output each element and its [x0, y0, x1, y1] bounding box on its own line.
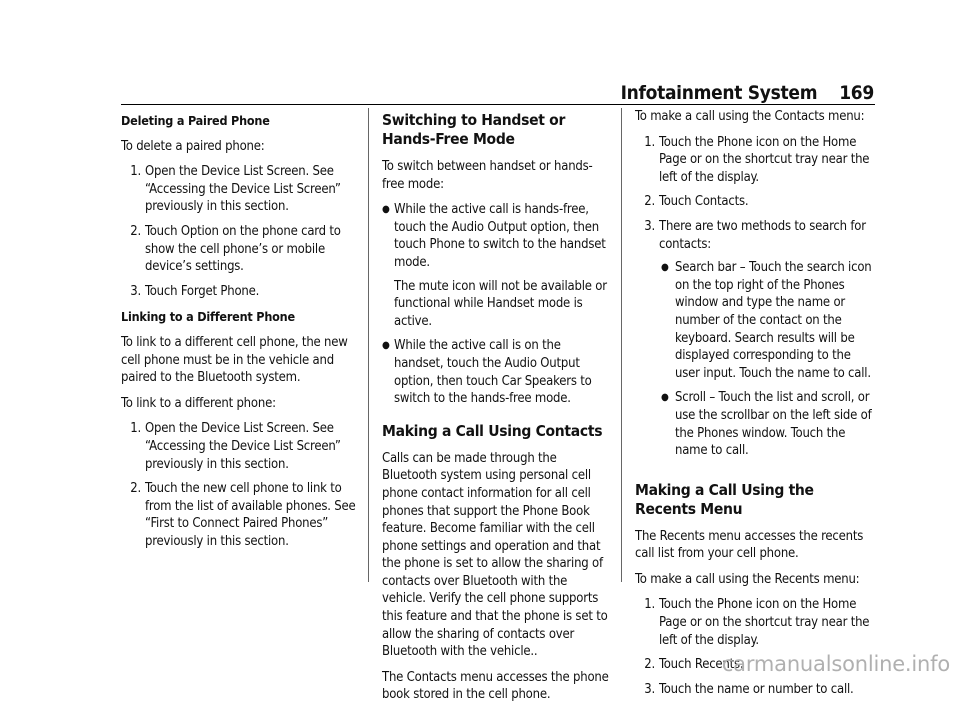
step-item: 1. Open the Device List Screen. See “Accessing the Device List Screen” previously in this section.: [130, 164, 341, 215]
column-left: [121, 112, 357, 558]
bullet-icon: ●: [661, 262, 669, 274]
bullet-icon: ●: [382, 340, 390, 352]
linking-paragraph: To link to a different cell phone, the new cell phone must be in the vehicle and paired to the Bluetooth system.: [121, 334, 348, 386]
linking-heading: Linking to a Different Phone: [121, 309, 295, 325]
column-right: [635, 108, 875, 706]
page-number: 169: [839, 82, 874, 104]
step-item: 3. Touch the name or number to call.: [644, 681, 854, 697]
contacts-steps: [635, 134, 875, 467]
contacts-intro: To make a call using the Contacts menu:: [635, 109, 865, 124]
switching-bullets: [382, 201, 612, 408]
switching-intro: To switch between handset or hands-free mode:: [382, 159, 593, 192]
recents-paragraph: The Recents menu accesses the recents call list from your cell phone.: [635, 528, 864, 562]
step-item: 2. Touch Option on the phone card to show the cell phone’s or mobile device’s settings.: [130, 223, 341, 275]
column-divider: [621, 108, 622, 582]
step-item: 2. Touch Contacts.: [644, 194, 749, 210]
contacts-paragraph: Calls can be made through the Bluetooth system using personal cell phone contact information for all cell phones that support the Phone Book feature. Become familiar with the cell phone settings and operation and that the phone is set to allow the sharing of contacts over Bluetooth with the vehicle. Verify the cell phone supports this feature and that the phone is set to allow the sharing of contacts over Bluetooth with the vehicle..: [382, 450, 608, 660]
bullet-item: ● Search bar – Touch the search icon on the top right of the Phones window and type the name or number of the contact on the keyboard. Search results will be displayed corresponding to the user input. Touch the name to call.: [661, 260, 872, 381]
bullet-icon: ●: [382, 204, 390, 216]
linking-intro: To link to a different phone:: [121, 395, 276, 411]
bullet-item: ● While the active call is on the handset, touch the Audio Output option, then touch Car Speakers to switch to the hands-free mode.: [382, 338, 592, 407]
switching-title: Switching to Handset or Hands-Free Mode: [382, 111, 566, 148]
bullet-item: ● While the active call is hands-free, touch the Audio Output option, then touch Phone to switch to the handset mode. The mute icon will not be available or functional while Handset mode is active.: [382, 201, 612, 330]
header-rule: [121, 104, 875, 105]
search-methods: [659, 259, 875, 460]
bullet-item: ● Scroll – Touch the list and scroll, or use the scrollbar on the left side of the Phones window. Touch the name to call.: [661, 390, 872, 459]
column-divider: [368, 108, 369, 582]
recents-intro: To make a call using the Recents menu:: [635, 571, 860, 587]
running-head: [621, 82, 874, 104]
step-item: 1. Touch the Phone icon on the Home Page or on the shortcut tray near the left of the display.: [644, 134, 870, 185]
contacts-menu-paragraph: The Contacts menu accesses the phone book stored in the cell phone.: [382, 669, 609, 703]
recents-title: Making a Call Using the Recents Menu: [635, 480, 814, 518]
step-item: 3. Touch Forget Phone.: [130, 283, 260, 299]
column-middle: [382, 111, 612, 712]
step-item: 2. Touch Recents.: [644, 657, 744, 673]
contacts-title: Making a Call Using Contacts: [382, 421, 603, 440]
step-item: 1. Touch the Phone icon on the Home Page or on the shortcut tray near the left of the display.: [644, 597, 870, 648]
linking-steps: [121, 420, 357, 550]
step-item: 2. Touch the new cell phone to link to from the list of available phones. See “First to Connect Paired Phones” previously in this section.: [130, 481, 356, 549]
watermark: carmanualsonline.info: [721, 652, 950, 676]
section-name: Infotainment System: [620, 82, 818, 104]
step-item: 3. There are two methods to search for contacts: ● Search bar – Touch the search icon on the top right of the Phones window and type the name or number of the contact on the keyboard. Search results will be displayed corresponding to the user input. Touch the name to call. ● Scroll – Touch the list and scroll, or use the scrollbar on the left side of the Phones window. Touch the name to call.: [635, 218, 875, 467]
step-item: 1. Open the Device List Screen. See “Accessing the Device List Screen” previously in this section.: [130, 421, 341, 472]
bullet-icon: ●: [661, 392, 669, 404]
deleting-intro: To delete a paired phone:: [121, 138, 265, 154]
deleting-heading: Deleting a Paired Phone: [121, 113, 270, 128]
deleting-steps: [121, 163, 357, 300]
bullet-note: The mute icon will not be available or functional while Handset mode is active.: [394, 278, 607, 329]
recents-steps: [635, 596, 875, 698]
